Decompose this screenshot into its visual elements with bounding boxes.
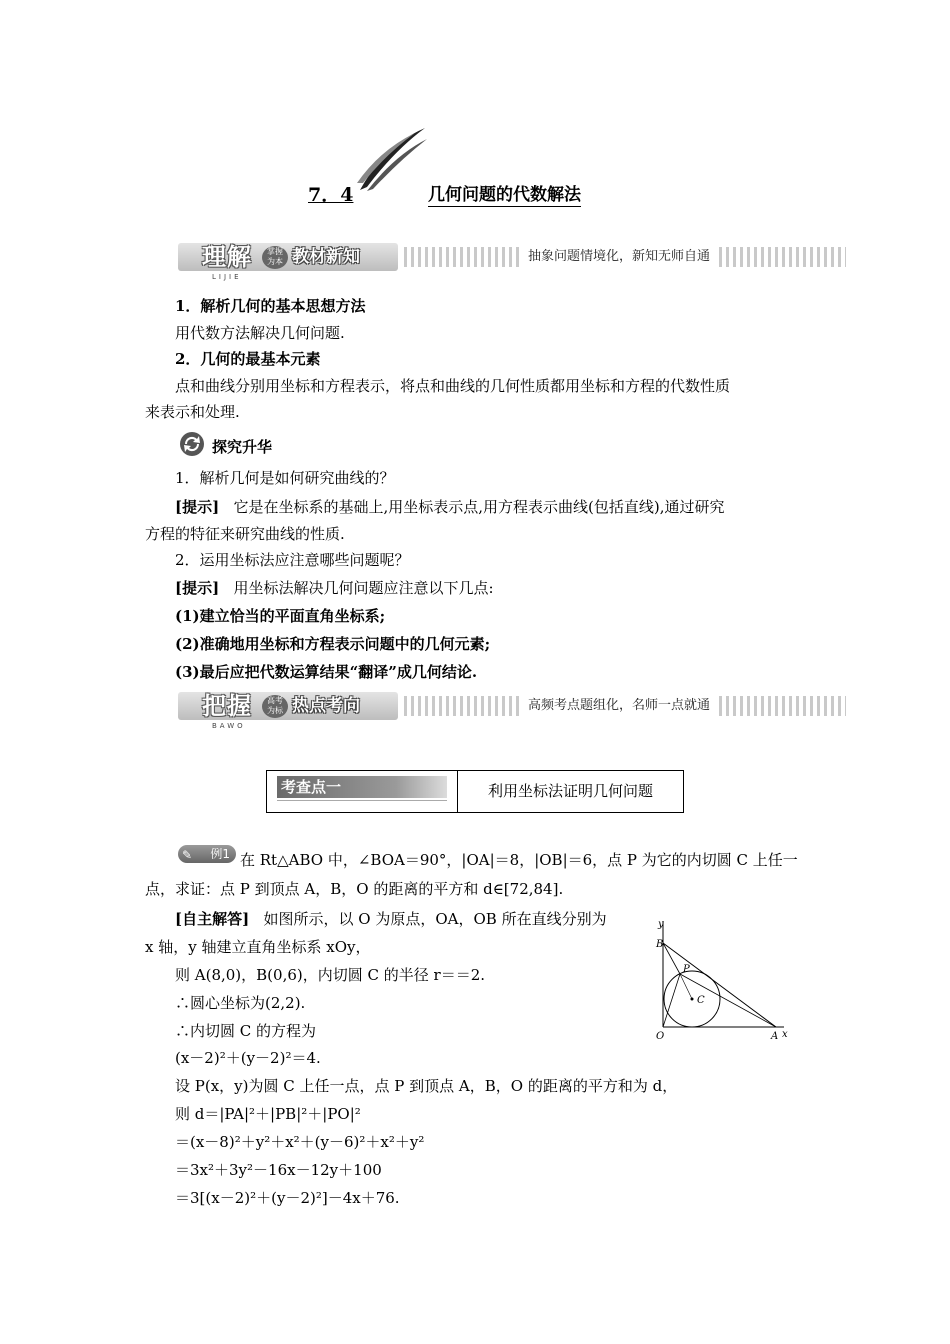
label-p: P xyxy=(683,964,690,975)
pencil-icon: ✎ xyxy=(182,848,193,862)
section-title-block xyxy=(178,243,398,281)
section-badge: 高考 为标 xyxy=(262,695,288,718)
solution-line-9: ＝(x－8)²＋y²＋x²＋(y－6)²＋x²＋y² xyxy=(175,1133,425,1151)
hint-text: 用坐标法解决几何问题应注意以下几点: xyxy=(233,579,494,597)
example-badge: ✎ 例1 xyxy=(178,845,236,863)
knowledge-title-1: 1．解析几何的基本思想方法 xyxy=(175,297,366,315)
refresh-icon xyxy=(178,430,206,458)
label-x: x xyxy=(782,1029,788,1040)
solution-text: 如图所示，以 O 为原点，OA，OB 所在直线分别为 xyxy=(263,910,607,928)
hint-text: 它是在坐标系的基础上,用坐标表示点,用方程表示曲线(包括直线),通过研究 xyxy=(233,498,725,516)
solution-line-10: ＝3x²＋3y²－16x－12y＋100 xyxy=(175,1161,382,1179)
solution-line-6: (x－2)²＋(y－2)²＝4. xyxy=(175,1049,321,1067)
solution-label: [自主解答] xyxy=(175,910,250,928)
segment-pa xyxy=(680,974,776,1027)
page-title: 几何问题的代数解法 xyxy=(428,180,581,207)
section-subheading: 热点考向 xyxy=(292,696,360,716)
center-point xyxy=(691,998,694,1001)
solution-line-4: ∴圆心坐标为(2,2). xyxy=(175,994,306,1012)
hint-1-continued: 方程的特征来研究曲线的性质. xyxy=(145,525,345,543)
label-a: A xyxy=(771,1031,779,1042)
solution-line-2: x 轴，y 轴建立直角坐标系 xOy， xyxy=(145,938,371,956)
section-heading: 把握 xyxy=(202,692,252,720)
section-pinyin: BAWO xyxy=(212,722,246,730)
label-o: O xyxy=(656,1031,665,1042)
label-b: B xyxy=(656,939,664,950)
section-number: 7．4 xyxy=(308,184,354,206)
exam-point-box xyxy=(266,770,684,813)
section-heading: 理解 xyxy=(202,243,252,271)
section-slogan: 高频考点题组化，名师一点就通 xyxy=(522,696,716,716)
explore-question-2: 2．运用坐标法应注意哪些问题呢？ xyxy=(175,551,410,569)
triangle-incircle-figure xyxy=(648,915,798,1045)
section-slogan: 抽象问题情境化，新知无师自通 xyxy=(522,247,716,267)
hint-label: [提示] xyxy=(175,498,220,516)
solution-line-7: 设 P(x，y)为圆 C 上任一点，点 P 到顶点 A，B，O 的距离的平方和为 d， xyxy=(175,1077,678,1095)
segment-po xyxy=(663,974,680,1027)
segment-pb xyxy=(663,943,680,974)
swoosh-decoration xyxy=(355,125,430,195)
section-title-block xyxy=(178,692,398,730)
example-problem-2: 点，求证：点 P 到顶点 A，B，O 的距离的平方和 d∈[72,84]. xyxy=(145,880,564,898)
label-c: C xyxy=(697,995,705,1006)
solution-line-3: 则 A(8,0)，B(0,6)，内切圆 C 的半径 r＝＝2. xyxy=(175,966,486,984)
section-subheading: 教材新知 xyxy=(292,247,360,267)
section-pinyin: LIJIE xyxy=(212,273,242,281)
solution-line-1 xyxy=(175,909,607,929)
hint-item-3: (3)最后应把代数运算结果“翻译”成几何结论. xyxy=(175,663,478,681)
exam-point-label: 考查点一 xyxy=(277,776,447,798)
knowledge-text-2b: 来表示和处理. xyxy=(145,403,240,421)
section-bar-understand xyxy=(178,243,846,281)
exam-point-label-cell xyxy=(267,771,458,812)
hint-item-2: (2)准确地用坐标和方程表示问题中的几何元素; xyxy=(175,635,491,653)
knowledge-title-2: 2．几何的最基本元素 xyxy=(175,350,321,368)
label-y: y xyxy=(658,919,664,930)
knowledge-text-1: 用代数方法解决几何问题. xyxy=(175,324,345,342)
solution-line-5: ∴内切圆 C 的方程为 xyxy=(175,1022,317,1040)
explore-label: 探究升华 xyxy=(212,438,273,456)
knowledge-text-2a: 点和曲线分别用坐标和方程表示，将点和曲线的几何性质都用坐标和方程的代数性质 xyxy=(175,377,731,395)
solution-line-8: 则 d＝|PA|²＋|PB|²＋|PO|² xyxy=(175,1105,361,1123)
hint-item-1: (1)建立恰当的平面直角坐标系; xyxy=(175,607,386,625)
section-bar-master xyxy=(178,692,846,730)
explore-question-1: 1．解析几何是如何研究曲线的？ xyxy=(175,469,395,487)
example-problem-1: 在 Rt△ABO 中，∠BOA＝90°，|OA|＝8，|OB|＝6，点 P 为它的内切圆 C 上任一 xyxy=(240,851,798,869)
hint-2 xyxy=(175,578,494,598)
hint-1 xyxy=(175,497,725,517)
exam-point-topic: 利用坐标法证明几何问题 xyxy=(487,782,653,800)
hypotenuse-ab xyxy=(663,943,776,1027)
hint-label: [提示] xyxy=(175,579,220,597)
section-badge: 掌握 为本 xyxy=(262,246,288,269)
solution-line-11: ＝3[(x－2)²＋(y－2)²]－4x＋76. xyxy=(175,1189,400,1207)
